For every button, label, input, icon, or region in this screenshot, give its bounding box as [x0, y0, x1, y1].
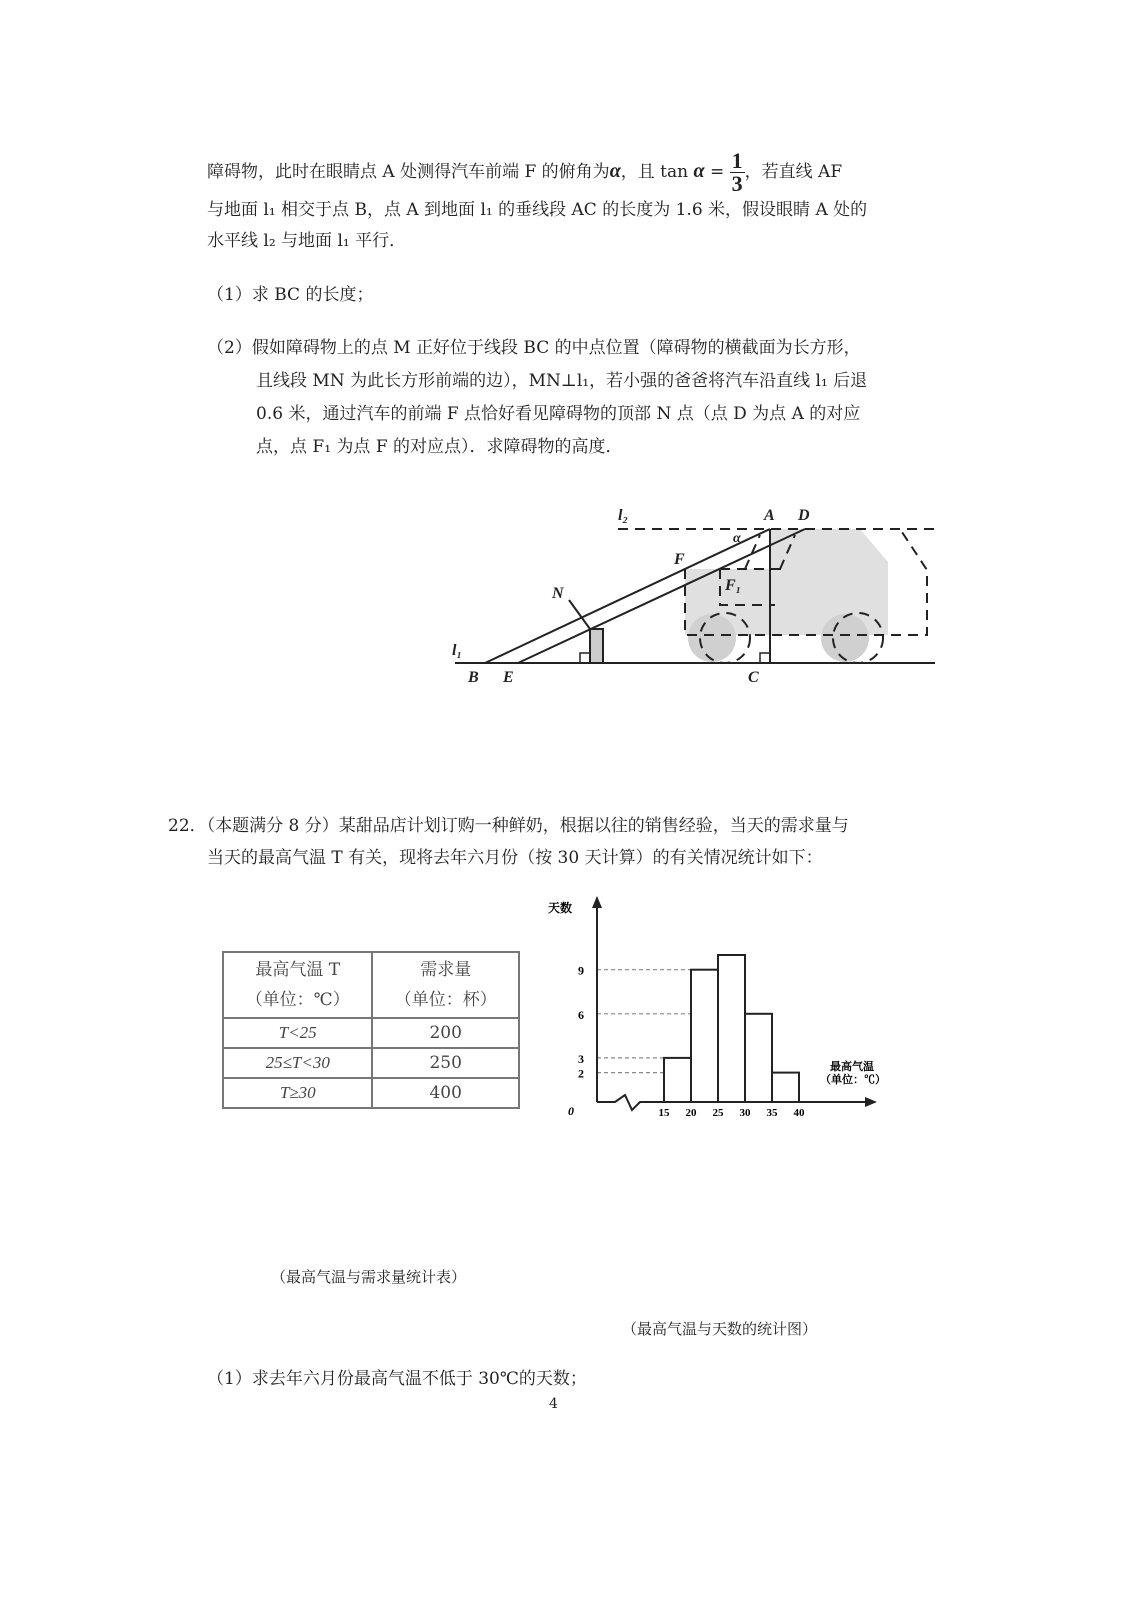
- car-obstacle-figure: [440, 490, 940, 686]
- table-cell: T≥30: [223, 1078, 372, 1108]
- page-number: 4: [549, 1396, 558, 1412]
- histogram-bar: [664, 1058, 691, 1102]
- histogram-bar: [772, 1073, 799, 1102]
- x-axis-arrow: [865, 1097, 877, 1107]
- q21-part2-line1: （2）假如障碍物上的点 M 正好位于线段 BC 的中点位置（障碍物的横截面为长方形，: [207, 338, 861, 358]
- label-E: E: [503, 669, 514, 686]
- header-unit: （单位：℃）: [245, 990, 350, 1010]
- label-C: C: [748, 669, 759, 686]
- y-tick-label: 3: [578, 1051, 584, 1066]
- header-text: 需求量: [420, 960, 472, 980]
- table-cell: T<25: [223, 1018, 372, 1048]
- x-tick-label: 25: [712, 1107, 724, 1119]
- histogram-bar: [718, 955, 745, 1102]
- temperature-demand-table: [222, 951, 520, 1109]
- x-tick-label: 20: [685, 1107, 697, 1119]
- header-cell: [372, 952, 519, 1018]
- label-N: N: [552, 585, 564, 602]
- alpha-symbol: α: [609, 160, 621, 182]
- label-alpha: α: [733, 531, 741, 546]
- q22-line2: 当天的最高气温 T 有关，现将去年六月份（按 30 天计算）的有关情况统计如下：: [207, 848, 823, 868]
- y-axis-label: 天数: [548, 901, 573, 915]
- table-row: [223, 1078, 519, 1108]
- header-cell: [223, 952, 372, 1018]
- text: ，且 tan: [620, 162, 689, 182]
- q21-part1: （1）求 BC 的长度；: [207, 285, 374, 305]
- table-header-row: [223, 952, 519, 1018]
- x-axis-unit: （单位：℃）: [820, 1074, 886, 1086]
- header-text: 最高气温 T: [255, 960, 341, 980]
- label-F: F: [674, 551, 685, 568]
- x-tick-label: 15: [658, 1107, 670, 1119]
- table-cell: 25≤T<30: [223, 1048, 372, 1078]
- text: =: [704, 162, 730, 182]
- histogram-bar: [691, 970, 718, 1102]
- q21-part2-line3: 0.6 米，通过汽车的前端 F 点恰好看见障碍物的顶部 N 点（点 D 为点 A 的对应: [256, 404, 861, 424]
- label-F1: F₁: [725, 577, 742, 594]
- q22-line1: 22．（本题满分 8 分）某甜品店计划订购一种鲜奶，根据以往的销售经验，当天的需求量与: [168, 816, 849, 836]
- table-row: [223, 1018, 519, 1048]
- histogram-bar: [745, 1014, 772, 1102]
- table-cell: 200: [372, 1018, 519, 1048]
- label-l1: l₁: [452, 642, 463, 659]
- chart-caption: （最高气温与天数的统计图）: [622, 1320, 818, 1338]
- q21-part2-line2: 且线段 MN 为此长方形前端的边），MN⊥l₁，若小强的爸爸将汽车沿直线 l₁ 后退: [256, 371, 868, 391]
- origin-label: 0: [568, 1104, 574, 1118]
- table-caption: （最高气温与需求量统计表）: [271, 1268, 467, 1286]
- q21-line3: 水平线 l₂ 与地面 l₁ 平行．: [207, 231, 407, 251]
- q21-line2: 与地面 l₁ 相交于点 B，点 A 到地面 l₁ 的垂线段 AC 的长度为 1.6 米，假设眼睛 A 处的: [207, 200, 868, 220]
- table-cell: 400: [372, 1078, 519, 1108]
- label-l2: l₂: [618, 507, 629, 524]
- denominator: 3: [731, 171, 743, 196]
- q21-part2-line4: 点，点 F₁ 为点 F 的对应点）．求障碍物的高度．: [256, 437, 623, 457]
- table-row: [223, 1048, 519, 1078]
- text: ，若直线 AF: [744, 162, 843, 182]
- y-tick-label: 2: [578, 1066, 584, 1081]
- label-D: D: [798, 507, 810, 524]
- y-axis-arrow: [592, 896, 602, 908]
- x-tick-label: 40: [793, 1107, 805, 1119]
- text: 障碍物，此时在眼睛点 A 处测得汽车前端 F 的俯角为: [207, 162, 610, 182]
- car-body-shading: [685, 529, 888, 662]
- x-tick-label: 35: [766, 1107, 778, 1119]
- y-tick-label: 6: [578, 1007, 584, 1022]
- obstacle: [590, 629, 603, 663]
- table-cell: 250: [372, 1048, 519, 1078]
- y-tick-label: 9: [578, 963, 584, 978]
- label-B: B: [468, 669, 479, 686]
- x-tick-label: 30: [739, 1107, 751, 1119]
- temperature-days-histogram: [540, 890, 900, 1130]
- numerator: 1: [731, 148, 743, 173]
- x-axis-label: 最高气温: [830, 1061, 874, 1073]
- header-unit: （单位：杯）: [394, 990, 497, 1010]
- alpha-symbol: α: [693, 160, 705, 182]
- label-A: A: [764, 507, 775, 524]
- fraction: [730, 150, 745, 195]
- q21-line1: [207, 150, 842, 195]
- q22-part1: （1）求去年六月份最高气温不低于 30℃的天数；: [207, 1369, 587, 1389]
